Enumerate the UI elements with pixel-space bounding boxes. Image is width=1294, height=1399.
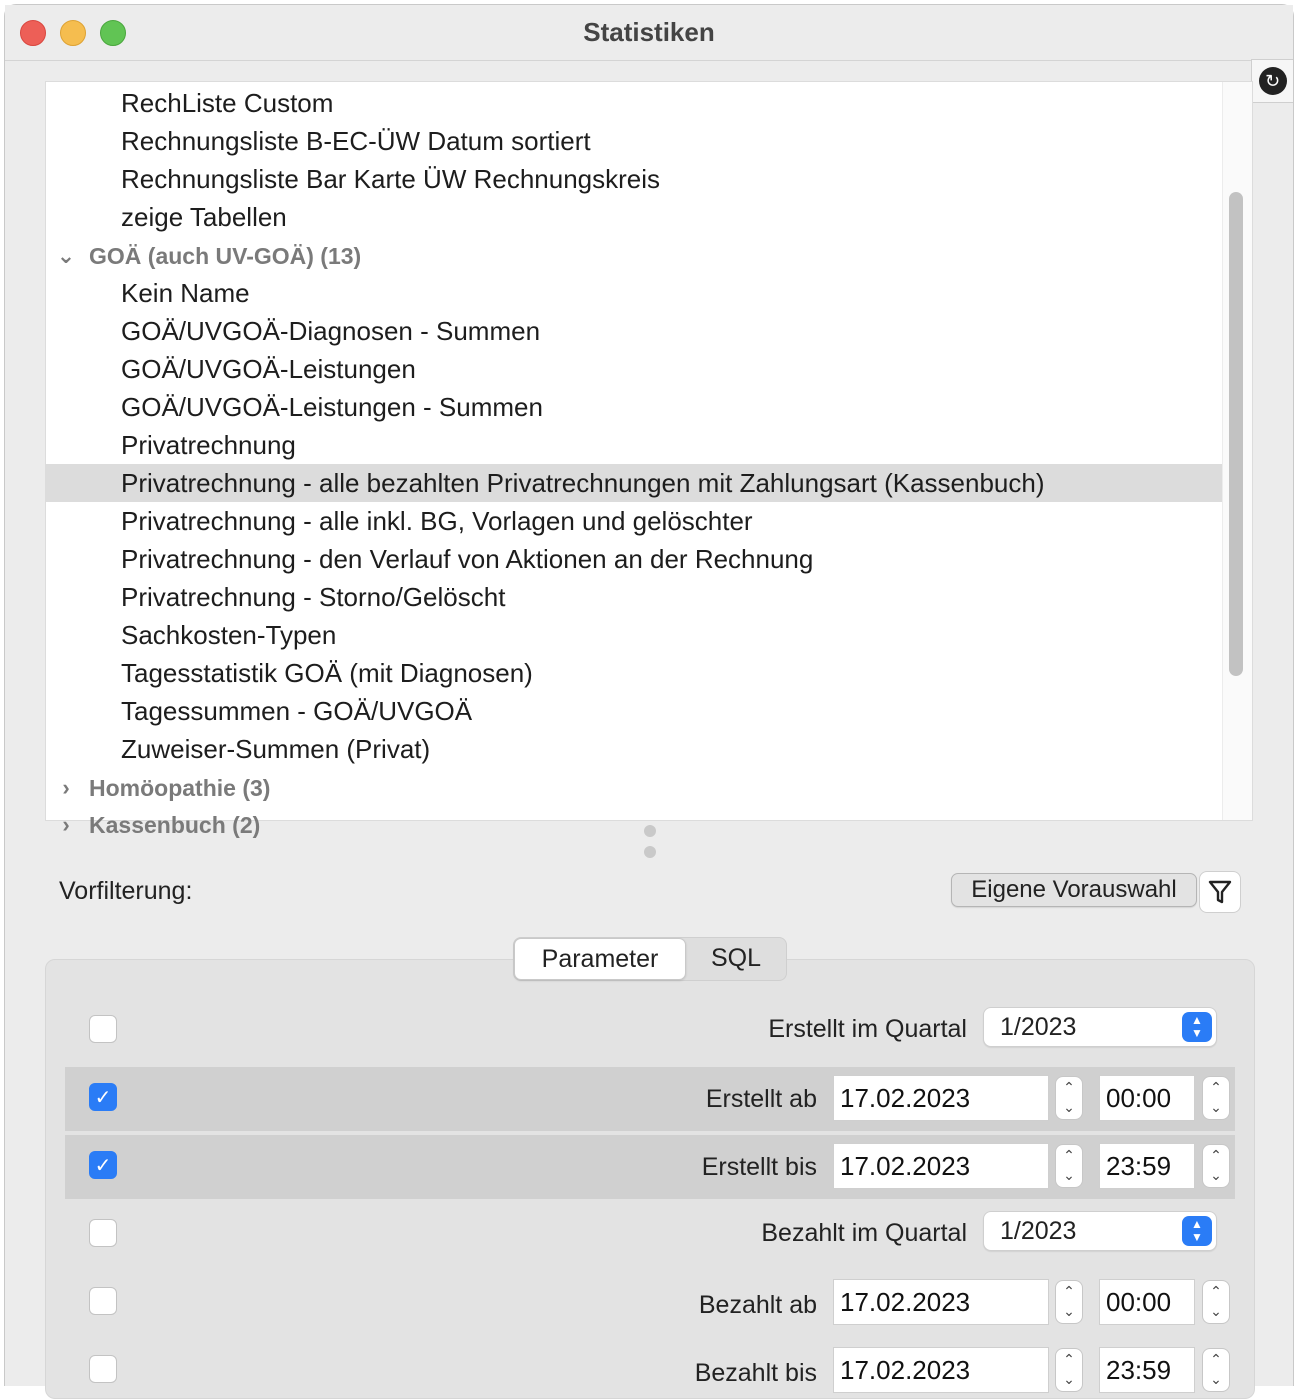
- list-item-selected[interactable]: Privatrechnung - alle bezahlten Privatrechnungen mit Zahlungsart (Kassenbuch): [46, 464, 1223, 502]
- filter-funnel-icon: [1208, 879, 1232, 905]
- param-row-paid-quarter: [65, 1201, 1235, 1265]
- statistics-list[interactable]: [45, 81, 1253, 838]
- created-from-label: Erstellt ab: [705, 1085, 817, 1113]
- chevron-right-icon[interactable]: ›: [62, 775, 70, 800]
- created-quarter-select[interactable]: 1/2023 ▲ ▼: [983, 1007, 1217, 1047]
- param-row-paid-to: [65, 1339, 1235, 1387]
- paid-quarter-checkbox[interactable]: [89, 1219, 117, 1247]
- list-scrollbar-thumb[interactable]: [1229, 192, 1243, 676]
- list-group-kassenbuch[interactable]: › Kassenbuch (2): [46, 806, 1223, 844]
- paid-to-date-stepper[interactable]: ⌃ ⌄: [1055, 1348, 1083, 1392]
- own-selection-button[interactable]: Eigene Vorauswahl: [951, 873, 1197, 907]
- paid-to-time-stepper[interactable]: ⌃ ⌄: [1202, 1348, 1230, 1392]
- list-item[interactable]: zeige Tabellen: [121, 202, 287, 232]
- paid-from-date-stepper[interactable]: ⌃ ⌄: [1055, 1280, 1083, 1324]
- created-quarter-label: Erstellt im Quartal: [768, 1015, 967, 1043]
- list-item[interactable]: GOÄ/UVGOÄ-Diagnosen - Summen: [121, 316, 541, 346]
- created-from-checkbox[interactable]: ✓: [89, 1083, 117, 1111]
- list-item[interactable]: Privatrechnung - den Verlauf von Aktionen an der Rechnung: [121, 544, 814, 574]
- created-from-date-stepper[interactable]: ⌃ ⌄: [1055, 1076, 1083, 1120]
- created-to-checkbox[interactable]: ✓: [89, 1151, 117, 1179]
- tab-sql[interactable]: SQL: [710, 944, 762, 972]
- list-scrollbar[interactable]: [1222, 82, 1252, 820]
- paid-from-time-field[interactable]: 00:00: [1099, 1279, 1195, 1325]
- refresh-icon: ↻: [1259, 67, 1287, 95]
- paid-to-label: Bezahlt bis: [694, 1359, 817, 1387]
- param-row-created-quarter: [65, 995, 1235, 1059]
- param-row-paid-from: [65, 1271, 1235, 1335]
- paid-to-checkbox[interactable]: [89, 1355, 117, 1383]
- prefilter-label: Vorfilterung:: [59, 877, 193, 905]
- refresh-button[interactable]: [1251, 59, 1293, 103]
- created-to-date-field[interactable]: 17.02.2023: [833, 1143, 1049, 1189]
- list-group-homoeopathie[interactable]: › Homöopathie (3): [46, 769, 1223, 807]
- paid-to-time-field[interactable]: 23:59: [1099, 1347, 1195, 1393]
- tab-control: [513, 937, 787, 981]
- list-item[interactable]: GOÄ/UVGOÄ-Leistungen - Summen: [121, 392, 543, 422]
- paid-from-checkbox[interactable]: [89, 1287, 117, 1315]
- list-item[interactable]: Sachkosten-Typen: [121, 620, 337, 650]
- chevron-up-down-icon: ▲ ▼: [1182, 1012, 1212, 1042]
- list-item[interactable]: Privatrechnung - alle inkl. BG, Vorlagen und gelöschter: [121, 506, 753, 536]
- paid-quarter-label: Bezahlt im Quartal: [761, 1219, 967, 1247]
- list-item[interactable]: Privatrechnung: [121, 430, 296, 460]
- title-bar: [5, 5, 1293, 61]
- list-item[interactable]: Zuweiser-Summen (Privat): [121, 734, 431, 764]
- list-item[interactable]: Privatrechnung - Storno/Gelöscht: [121, 582, 506, 612]
- list-item[interactable]: Rechnungsliste B-EC-ÜW Datum sortiert: [121, 126, 591, 156]
- chevron-down-icon[interactable]: ⌄: [56, 243, 76, 268]
- created-from-date-field[interactable]: 17.02.2023: [833, 1075, 1049, 1121]
- paid-quarter-select[interactable]: 1/2023 ▲ ▼: [983, 1211, 1217, 1251]
- created-to-date-stepper[interactable]: ⌃ ⌄: [1055, 1144, 1083, 1188]
- list-item[interactable]: Tagessummen - GOÄ/UVGOÄ: [121, 696, 473, 726]
- created-quarter-checkbox[interactable]: [89, 1015, 117, 1043]
- list-item[interactable]: Rechnungsliste Bar Karte ÜW Rechnungskreis: [121, 164, 661, 194]
- tab-parameter[interactable]: Parameter: [514, 938, 686, 980]
- param-row-created-to: [65, 1135, 1235, 1199]
- list-group-goae[interactable]: ⌄ GOÄ (auch UV-GOÄ) (13): [46, 237, 1223, 275]
- list-item[interactable]: GOÄ/UVGOÄ-Leistungen: [121, 354, 416, 384]
- created-to-time-stepper[interactable]: ⌃ ⌄: [1202, 1144, 1230, 1188]
- paid-from-time-stepper[interactable]: ⌃ ⌄: [1202, 1280, 1230, 1324]
- chevron-up-down-icon: ▲ ▼: [1182, 1216, 1212, 1246]
- list-item[interactable]: Kein Name: [121, 278, 250, 308]
- window-title: Statistiken: [583, 17, 715, 47]
- created-to-time-field[interactable]: 23:59: [1099, 1143, 1195, 1189]
- list-item[interactable]: RechListe Custom: [121, 88, 334, 118]
- chevron-right-icon[interactable]: ›: [62, 812, 70, 837]
- param-row-created-from: [65, 1067, 1235, 1131]
- list-item[interactable]: Tagesstatistik GOÄ (mit Diagnosen): [121, 658, 533, 688]
- paid-from-date-field[interactable]: 17.02.2023: [833, 1279, 1049, 1325]
- filter-button[interactable]: [1199, 871, 1241, 913]
- created-to-label: Erstellt bis: [701, 1153, 817, 1181]
- paid-to-date-field[interactable]: 17.02.2023: [833, 1347, 1049, 1393]
- created-from-time-stepper[interactable]: ⌃ ⌄: [1202, 1076, 1230, 1120]
- statistics-window: [4, 4, 1294, 1386]
- created-from-time-field[interactable]: 00:00: [1099, 1075, 1195, 1121]
- split-view-handle[interactable]: [643, 825, 657, 861]
- paid-from-label: Bezahlt ab: [698, 1291, 817, 1319]
